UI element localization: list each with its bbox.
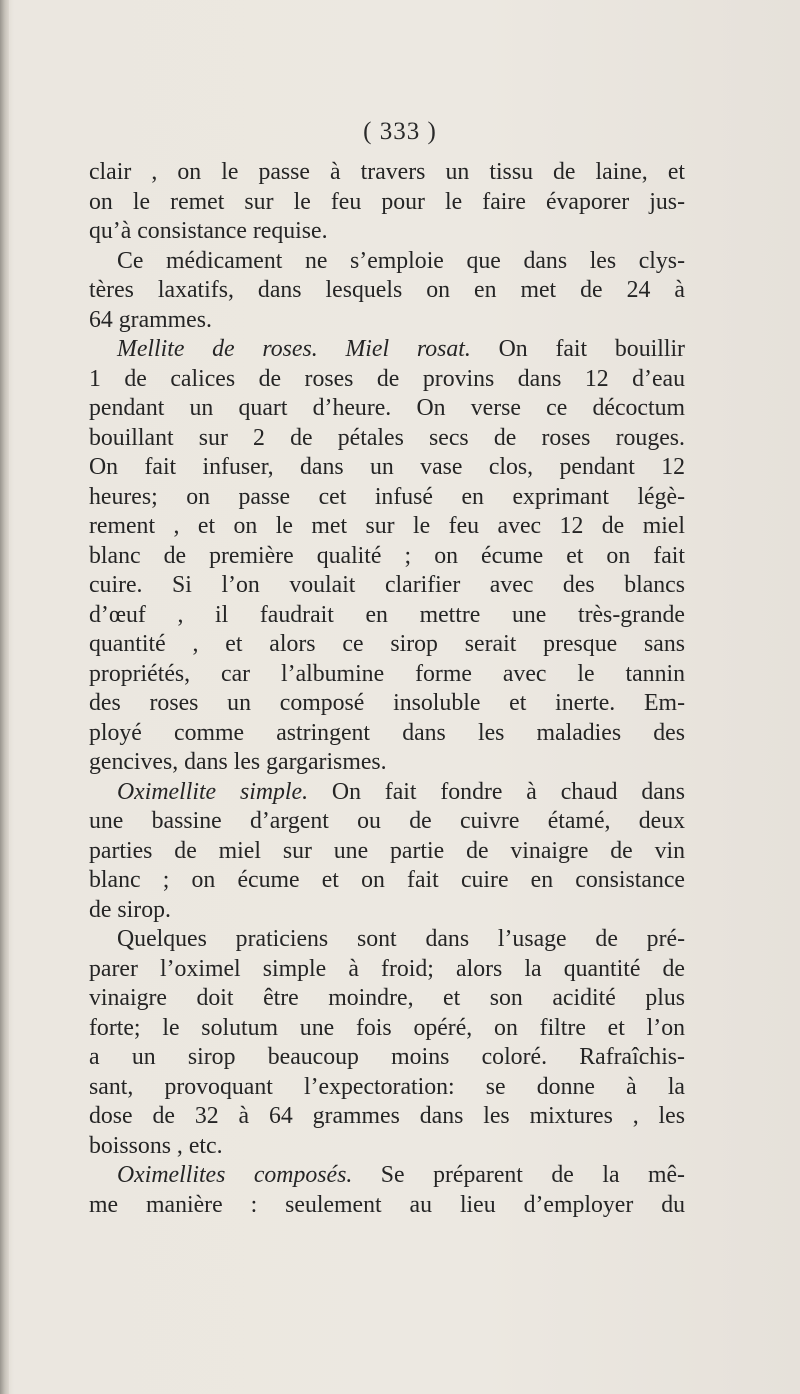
text-line [89,1014,685,1044]
text-line [89,925,685,955]
line-text: propriétés, car l’albumine forme avec le tannin [89,660,685,687]
text-line [89,866,685,896]
text-line [89,719,685,749]
line-text: a un sirop beaucoup moins coloré. Rafraîchis- [89,1044,685,1070]
page-number: ( 333 ) [363,118,437,145]
body-text [89,158,685,1220]
line-text: de sirop. [89,896,171,923]
text-line [89,984,685,1014]
text-line [89,335,685,365]
line-text: boissons , etc. [89,1132,223,1159]
text-line [89,542,685,572]
text-line [89,512,685,542]
text-line [89,601,685,631]
line-text: On fait fondre à chaud dans [308,778,685,805]
text-line [89,483,685,513]
text-line [89,778,685,808]
line-text: On fait infuser, dans un vase clos, pendant 12 [89,454,685,480]
line-text: dose de 32 à 64 grammes dans les mixtures , les [89,1103,685,1129]
line-text: ployé comme astringent dans les maladies des [89,719,685,746]
italic-heading: Oximellites composés. [117,1162,353,1188]
text-line [89,1191,685,1221]
italic-heading: Mellite de roses. Miel rosat. [117,336,471,362]
line-text: pendant un quart d’heure. On verse ce décoctum [89,395,685,421]
text-line [89,365,685,395]
line-text: Se préparent de la mê- [352,1162,685,1188]
text-line [89,896,685,926]
text-line [89,660,685,690]
text-line [89,453,685,483]
page-binding-edge [0,0,9,1394]
line-text: sant, provoquant l’expectoration: se donne à la [89,1073,685,1100]
line-text: gencives, dans les gargarismes. [89,749,387,775]
line-text: clair , on le passe à travers un tissu de laine, et [89,159,685,185]
text-line [89,571,685,601]
line-text: vinaigre doit être moindre, et son acidité plus [89,985,685,1011]
line-text: rement , et on le met sur le feu avec 12 de miel [89,513,685,539]
text-line [89,158,685,188]
line-text: forte; le solutum une fois opéré, on filtre et l’on [89,1014,685,1041]
text-line [89,394,685,424]
line-text: On fait bouillir [470,336,685,362]
text-line [89,1132,685,1162]
text-line [89,217,685,247]
text-line [89,188,685,218]
text-line [89,1161,685,1191]
line-text: me manière : seulement au lieu d’employer du [89,1191,685,1218]
line-text: on le remet sur le feu pour le faire évaporer jus- [89,188,685,215]
line-text: Quelques praticiens sont dans l’usage de pré- [117,926,685,952]
line-text: 1 de calices de roses de provins dans 12 d’eau [89,365,685,392]
text-line [89,807,685,837]
page-header [0,118,800,146]
line-text: tères laxatifs, dans lesquels on en met de 24 à [89,277,685,303]
text-line [89,1043,685,1073]
line-text: 64 grammes. [89,306,212,333]
text-line [89,276,685,306]
text-line [89,748,685,778]
line-text: Ce médicament ne s’emploie que dans les clys- [117,247,685,274]
line-text: cuire. Si l’on voulait clarifier avec des blancs [89,572,685,598]
text-line [89,689,685,719]
text-line [89,837,685,867]
text-line [89,955,685,985]
text-line [89,1073,685,1103]
text-line [89,630,685,660]
text-line [89,1102,685,1132]
line-text: qu’à consistance requise. [89,218,328,244]
line-text: quantité , et alors ce sirop serait presque sans [89,631,685,657]
line-text: une bassine d’argent ou de cuivre étamé, deux [89,808,685,834]
line-text: des roses un composé insoluble et inerte. Em- [89,690,685,716]
line-text: bouillant sur 2 de pétales secs de roses rouges. [89,424,685,451]
italic-heading: Oximellite simple. [117,778,309,805]
line-text: d’œuf , il faudrait en mettre une très-grande [89,601,685,628]
text-line [89,247,685,277]
text-line [89,424,685,454]
line-text: parer l’oximel simple à froid; alors la quantité de [89,955,685,982]
line-text: parties de miel sur une partie de vinaigre de vin [89,837,685,864]
line-text: blanc de première qualité ; on écume et on fait [89,542,685,569]
text-line [89,306,685,336]
line-text: heures; on passe cet infusé en exprimant légè- [89,483,685,510]
line-text: blanc ; on écume et on fait cuire en consistance [89,867,685,893]
